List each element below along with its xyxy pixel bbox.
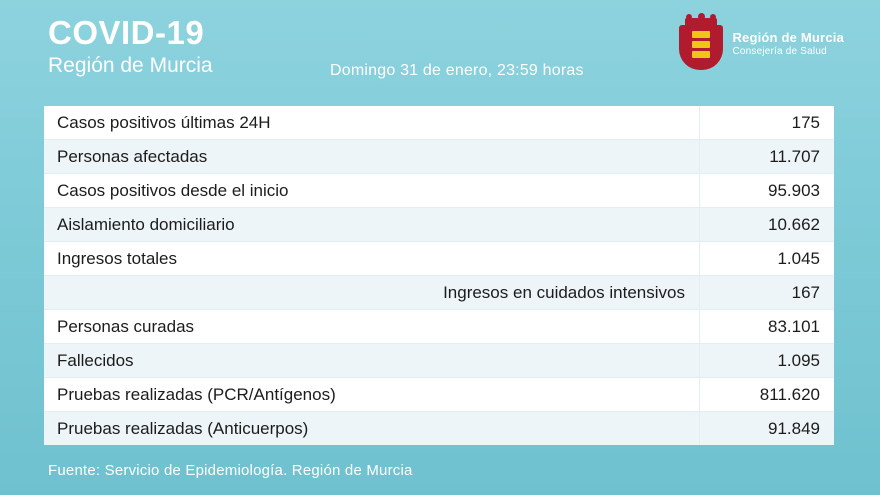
row-value: 1.095 bbox=[699, 344, 834, 377]
murcia-coat-of-arms-icon bbox=[679, 18, 723, 70]
table-row bbox=[44, 310, 834, 344]
table-row bbox=[44, 276, 834, 310]
report-date: Domingo 31 de enero, 23:59 horas bbox=[330, 62, 584, 79]
page-subtitle: Región de Murcia bbox=[48, 53, 213, 77]
table-row bbox=[44, 106, 834, 140]
row-value: 91.849 bbox=[699, 412, 834, 445]
row-label: Ingresos totales bbox=[57, 248, 178, 268]
row-label: Aislamiento domiciliario bbox=[57, 214, 235, 234]
row-label: Fallecidos bbox=[57, 350, 134, 370]
row-value: 11.707 bbox=[699, 140, 834, 173]
logo-line-2: Consejería de Salud bbox=[732, 45, 827, 57]
table-row bbox=[44, 140, 834, 174]
page-header bbox=[0, 0, 880, 100]
row-label: Casos positivos últimas 24H bbox=[57, 112, 271, 132]
source-footer: Fuente: Servicio de Epidemiología. Región de Murcia bbox=[48, 462, 413, 479]
row-label: Pruebas realizadas (PCR/Antígenos) bbox=[57, 384, 336, 404]
stats-table bbox=[44, 106, 834, 445]
row-label: Personas curadas bbox=[57, 316, 195, 336]
table-row bbox=[44, 174, 834, 208]
row-value: 811.620 bbox=[699, 378, 834, 411]
region-logo bbox=[679, 18, 844, 70]
row-value: 83.101 bbox=[699, 310, 834, 343]
table-row bbox=[44, 242, 834, 276]
table-row bbox=[44, 412, 834, 445]
row-value: 95.903 bbox=[699, 174, 834, 207]
row-label: Casos positivos desde el inicio bbox=[57, 180, 289, 200]
title-block bbox=[48, 16, 213, 78]
row-value: 167 bbox=[699, 276, 834, 309]
table-row bbox=[44, 344, 834, 378]
row-label: Personas afectadas bbox=[57, 146, 208, 166]
row-label: Pruebas realizadas (Anticuerpos) bbox=[57, 418, 309, 438]
logo-text bbox=[732, 31, 844, 57]
row-label: Ingresos en cuidados intensivos bbox=[443, 282, 685, 302]
table-row bbox=[44, 208, 834, 242]
row-value: 1.045 bbox=[699, 242, 834, 275]
row-value: 175 bbox=[699, 106, 834, 139]
page-title: COVID-19 bbox=[48, 14, 205, 51]
row-value: 10.662 bbox=[699, 208, 834, 241]
table-row bbox=[44, 378, 834, 412]
logo-line-1: Región de Murcia bbox=[732, 29, 844, 45]
